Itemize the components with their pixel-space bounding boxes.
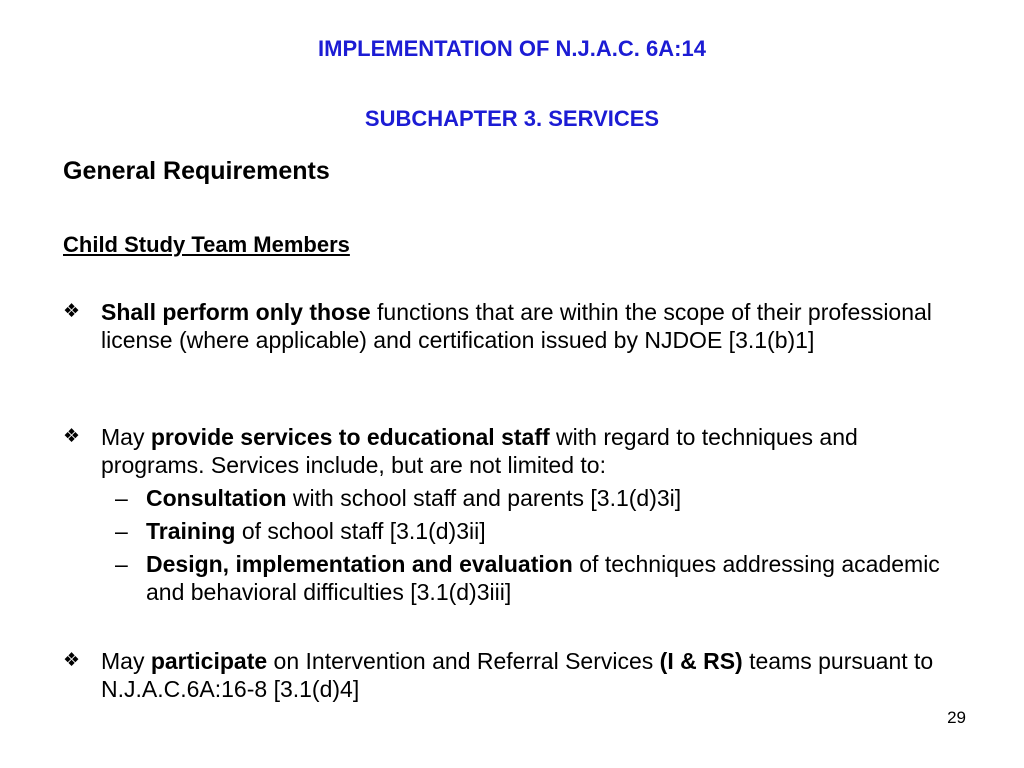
bullet-bold-text: provide services to educational staff: [150, 424, 550, 450]
bullet-body-text: with regard to techniques and programs. Services include, but are not limited to:: [101, 424, 858, 478]
page-number: 29: [947, 708, 966, 727]
sub-item-text: [146, 484, 975, 512]
slide-title: IMPLEMENTATION OF N.J.A.C. 6A:14: [318, 36, 706, 61]
slide-subtitle: SUBCHAPTER 3. SERVICES: [364, 106, 660, 131]
bullet-item: [63, 647, 963, 703]
bullet-bold-text: Shall perform only those: [101, 299, 371, 325]
sub-list-item: [115, 550, 975, 606]
bullet-item: [63, 298, 963, 354]
dash-bullet-icon: –: [115, 485, 128, 511]
sub-item-body-text: with school staff and parents [3.1(d)3i]: [286, 485, 682, 511]
sub-list-item: [115, 517, 975, 545]
diamond-bullet-icon: ❖: [63, 301, 81, 322]
sub-item-body-text: of school staff [3.1(d)3ii]: [235, 518, 486, 544]
sub-heading: Child Study Team Members: [63, 232, 350, 257]
sub-item-bold-text: Training: [146, 518, 236, 544]
sub-item-text: [146, 517, 975, 545]
bullet-bold-text-2: (I & RS): [659, 648, 743, 674]
bullet-body-text: functions that are within the scope of their professional license (where applicable) and certification issued by NJDOE [3.1(b)1]: [101, 299, 932, 353]
bullet-middle-text: on Intervention and Referral Services: [267, 648, 660, 674]
diamond-bullet-icon: ❖: [63, 650, 81, 671]
dash-bullet-icon: –: [115, 551, 128, 577]
bullet-text: [101, 423, 963, 479]
bullet-prefix-text: May: [101, 424, 151, 450]
bullet-prefix-text: May: [101, 648, 151, 674]
bullet-text: [101, 647, 963, 703]
sub-list-item: [115, 484, 975, 512]
sub-item-body-text: of techniques addressing academic and behavioral difficulties [3.1(d)3iii]: [146, 551, 940, 605]
diamond-bullet-icon: ❖: [63, 426, 81, 447]
sub-item-bold-text: Consultation: [146, 485, 287, 511]
sub-item-text: [146, 550, 975, 606]
bullet-item: [63, 423, 963, 479]
bullet-body-text: teams pursuant to N.J.A.C.6A:16-8 [3.1(d)4]: [101, 648, 934, 702]
section-heading: General Requirements: [63, 157, 330, 185]
sub-item-bold-text: Design, implementation and evaluation: [146, 551, 573, 577]
bullet-text: [101, 298, 963, 354]
bullet-bold-text: participate: [150, 648, 268, 674]
dash-bullet-icon: –: [115, 518, 128, 544]
